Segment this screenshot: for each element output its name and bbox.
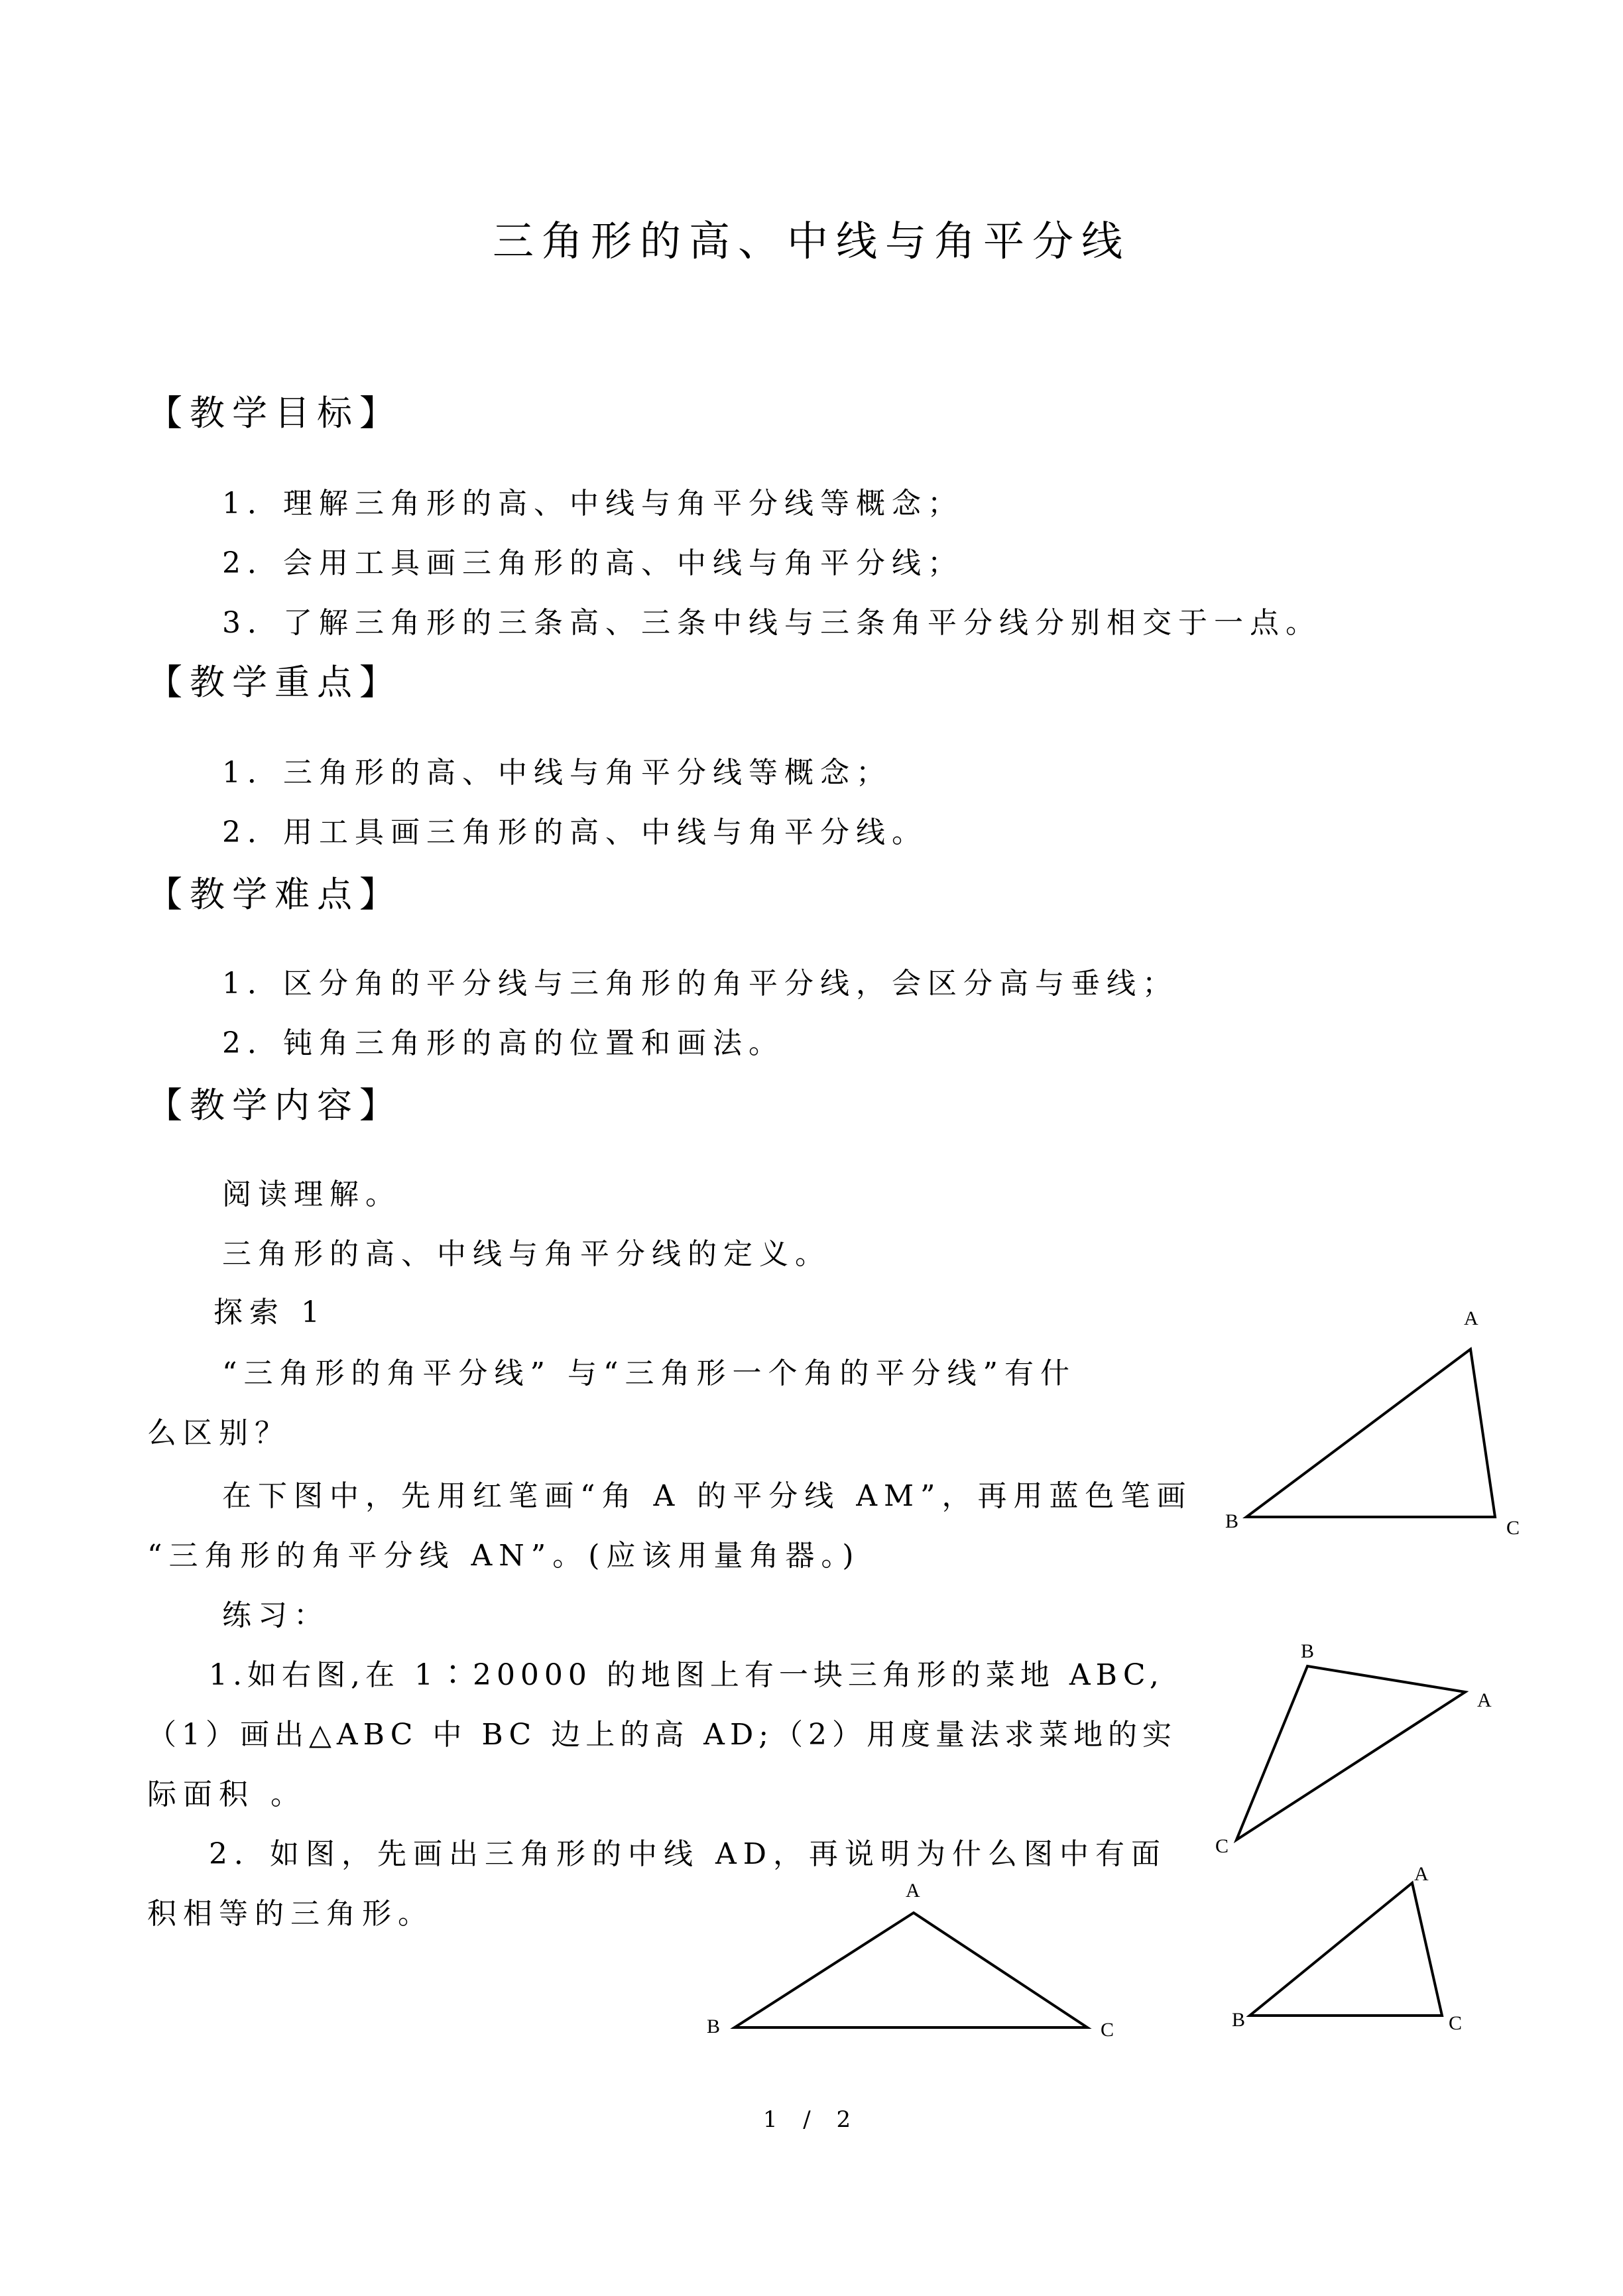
explore-question-line-1: “三角形的角平分线” 与“三角形一个角的平分线”有什 (222, 1357, 1076, 1390)
goal-item-1: 1．理解三角形的高、中线与角平分线等概念； (222, 487, 963, 520)
key-point-item-2: 2．用工具画三角形的高、中线与角平分线。 (222, 816, 928, 849)
goal-item-2: 2．会用工具画三角形的高、中线与角平分线； (222, 546, 963, 580)
section-heading-content: 【教学内容】 (147, 1085, 402, 1126)
reading-text: 阅读理解。 (222, 1178, 401, 1211)
key-point-item-1: 1．三角形的高、中线与角平分线等概念； (222, 756, 892, 790)
fig3-label-a: A (1414, 1863, 1429, 1885)
triangle-figure-3 (1250, 1883, 1442, 2016)
explore-title: 探索 1 (213, 1296, 326, 1329)
definition-text: 三角形的高、中线与角平分线的定义。 (222, 1237, 831, 1271)
fig2-label-a: A (1477, 1689, 1492, 1711)
fig4-label-b: B (707, 2016, 721, 2037)
fig3-label-c: C (1449, 2012, 1463, 2034)
fig1-label-b: B (1225, 1510, 1239, 1532)
fig1-label-a: A (1464, 1307, 1478, 1329)
section-heading-difficulties: 【教学难点】 (147, 875, 402, 915)
exercise-2-line-1: 2．如图，先画出三角形的中线 AD，再说明为什么图中有面 (209, 1837, 1168, 1871)
fig3-label-b: B (1232, 2009, 1246, 2031)
fig4-label-c: C (1101, 2019, 1114, 2041)
difficulty-item-1: 1．区分角的平分线与三角形的角平分线，会区分高与垂线； (222, 967, 1178, 1000)
triangle-figure-2 (1236, 1666, 1465, 1840)
section-heading-goals: 【教学目标】 (147, 393, 402, 434)
goal-item-3: 3．了解三角形的三条高、三条中线与三条角平分线分别相交于一点。 (222, 606, 1321, 640)
exercise-1-line-2: （1）画出△ABC 中 BC 边上的高 AD;（2）用度量法求菜地的实 (147, 1718, 1177, 1752)
fig4-label-a: A (906, 1880, 920, 1902)
exercise-1-line-3: 际面积 。 (147, 1778, 306, 1811)
fig2-label-b: B (1301, 1640, 1315, 1662)
section-heading-key-points: 【教学重点】 (147, 662, 402, 703)
exercise-2-line-2: 积相等的三角形。 (147, 1897, 434, 1931)
triangle-figure-1 (1246, 1349, 1495, 1517)
difficulty-item-2: 2．钝角三角形的高的位置和画法。 (222, 1026, 784, 1060)
draw-instruction-line-1: 在下图中，先用红笔画“角 A 的平分线 AM”，再用蓝色笔画 (222, 1479, 1193, 1513)
exercise-1-line-1: 1.如右图,在 1∶20000 的地图上有一块三角形的菜地 ABC, (209, 1658, 1164, 1692)
explore-question-line-2: 么区别？ (147, 1416, 290, 1450)
fig1-label-c: C (1506, 1517, 1520, 1539)
triangle-figure-4 (735, 1913, 1087, 2027)
draw-instruction-line-2: “三角形的角平分线 AN”。(应该用量角器。) (147, 1539, 861, 1573)
page-number: 1 / 2 (762, 2106, 861, 2133)
fig2-label-c: C (1215, 1835, 1229, 1857)
practice-title: 练习： (222, 1599, 330, 1632)
page-title: 三角形的高、中线与角平分线 (492, 217, 1130, 265)
